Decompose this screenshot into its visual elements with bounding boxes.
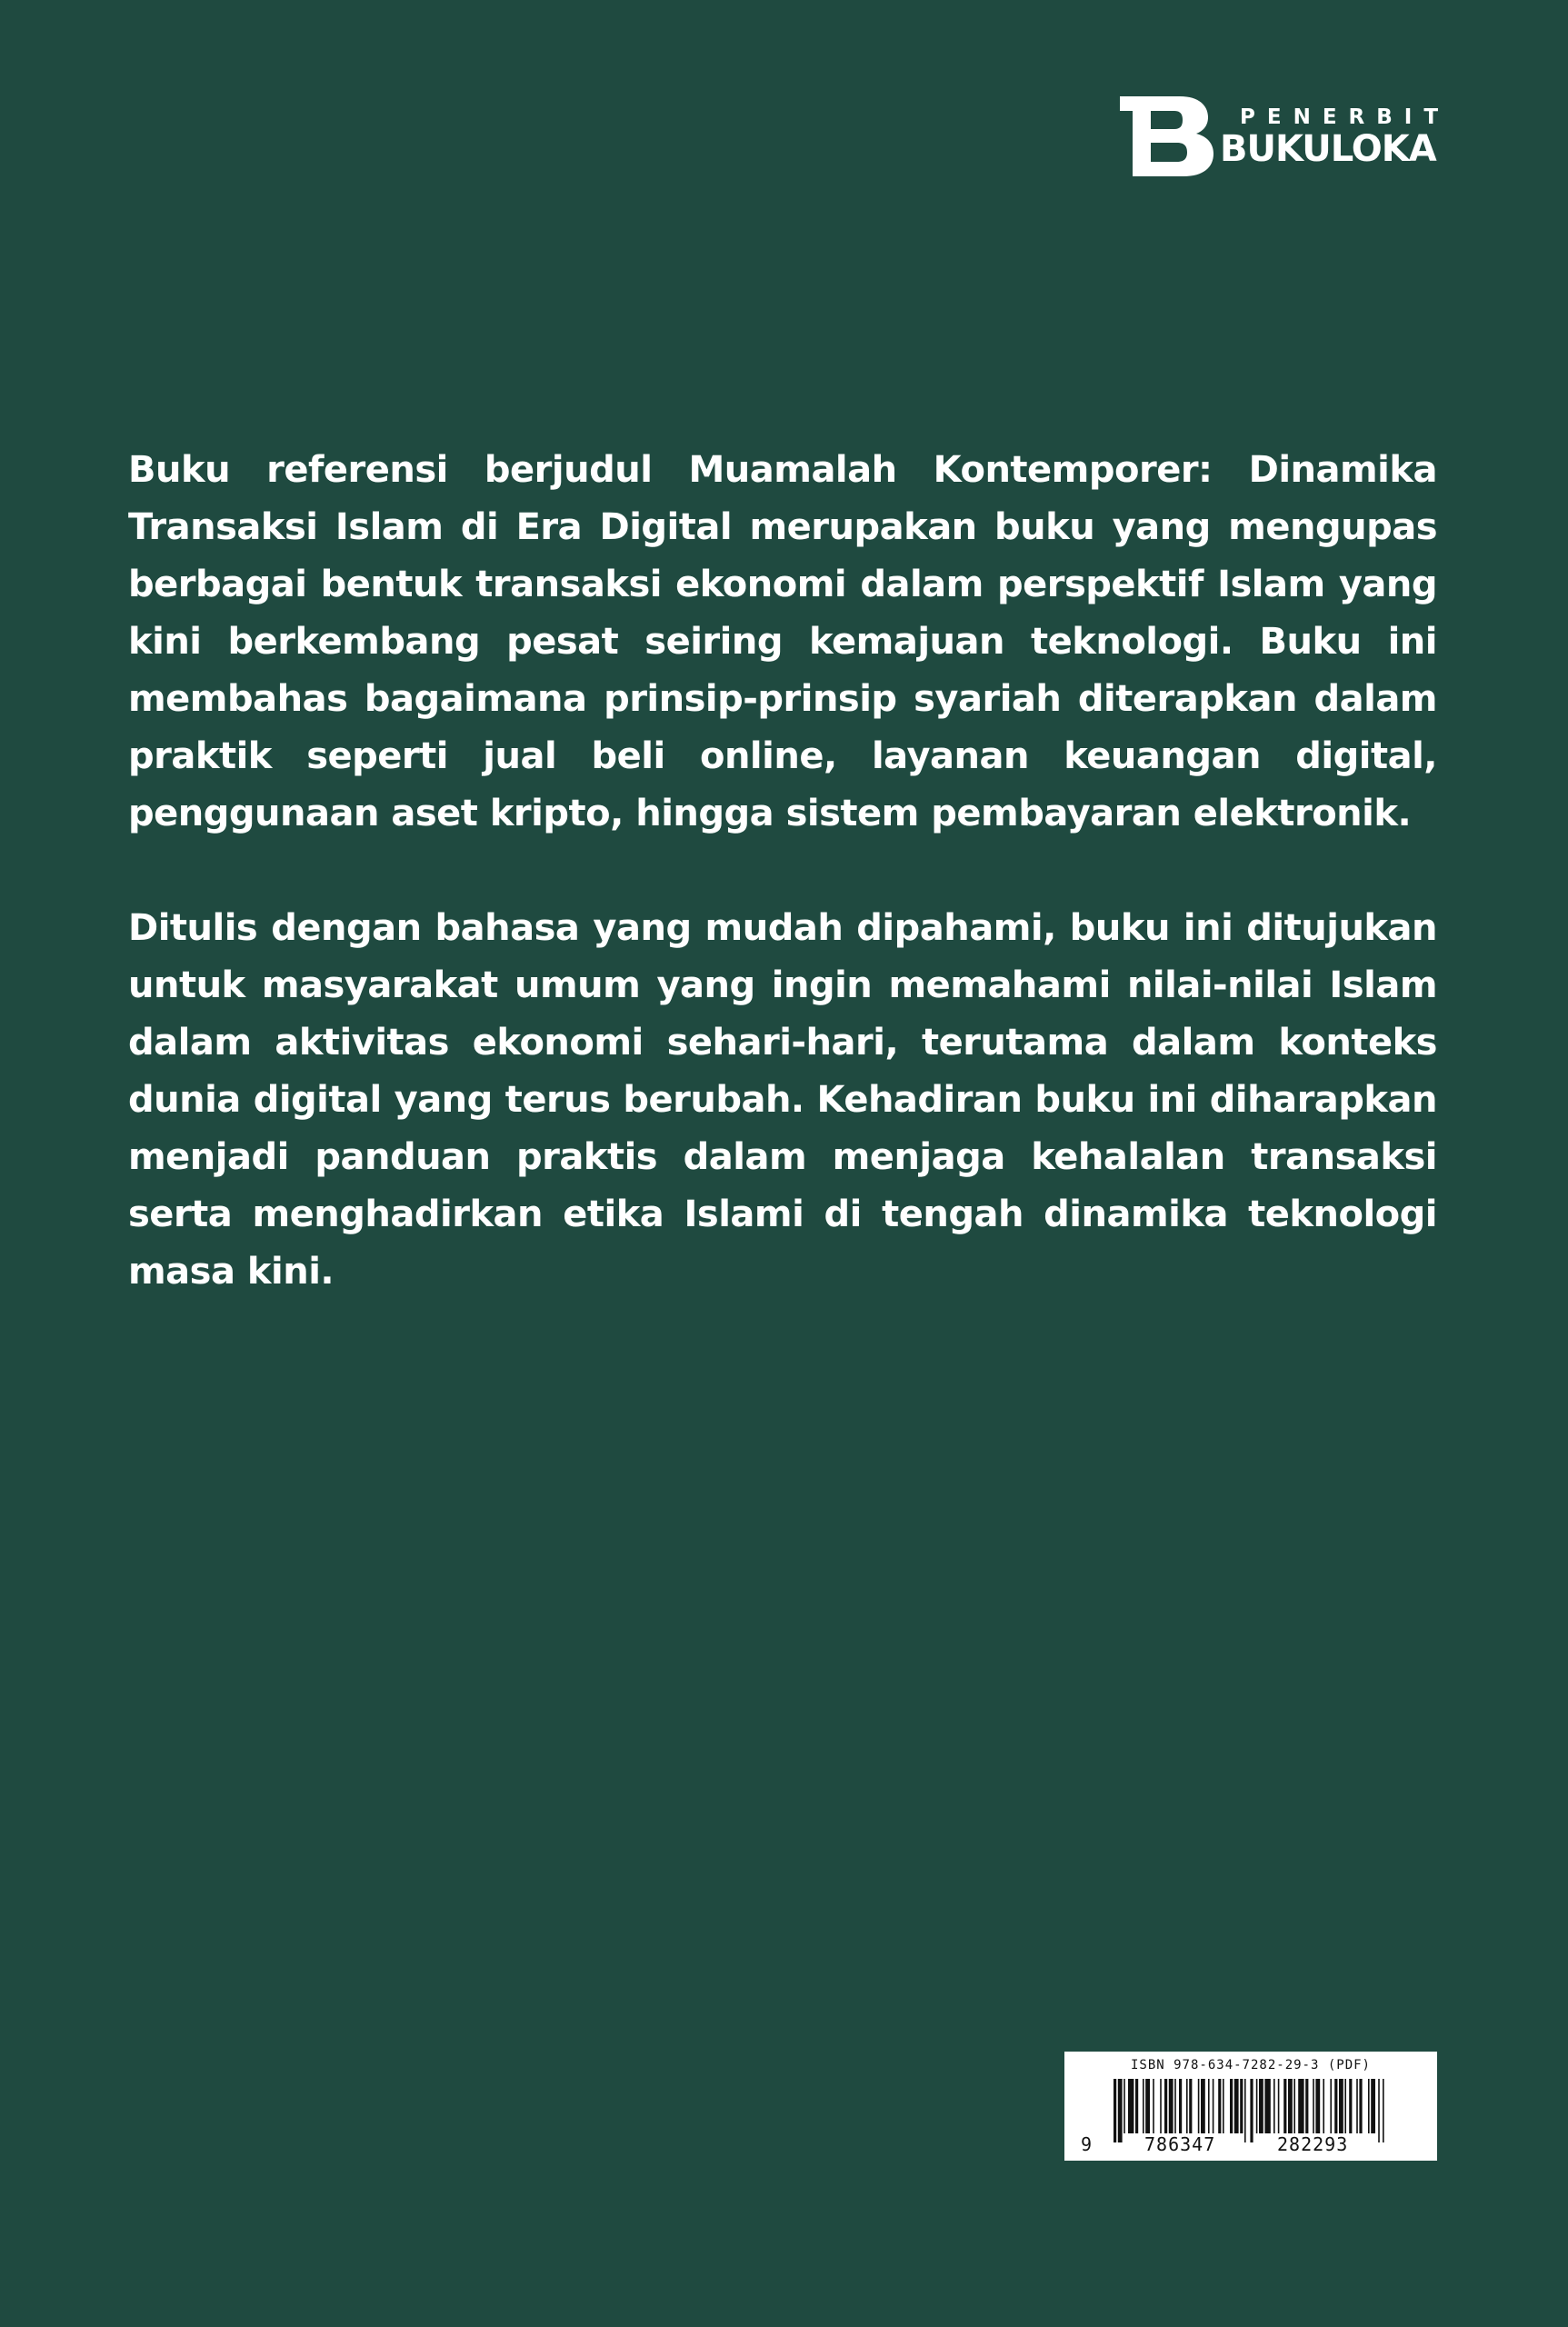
barcode-bar <box>1298 2079 1303 2133</box>
blurb-paragraph-1: Buku referensi berjudul Muamalah Kontemporer: Dinamika Transaksi Islam di Era Digital merupakan buku yang mengupas berbagai bentuk transaksi ekonomi dalam perspektif Islam yang kini berkembang pesat seiring kemajuan teknologi. Buku ini membahas bagaimana prinsip-prinsip syariah diterapkan dalam praktik seperti jual beli online, layanan keuangan digital, penggunaan aset kripto, hingga sistem pembayaran elektronik. <box>128 449 1437 834</box>
barcode-bar <box>1223 2079 1224 2133</box>
barcode-bar <box>1240 2079 1243 2133</box>
barcode-bar <box>1339 2079 1343 2133</box>
barcode-bar <box>1334 2079 1337 2133</box>
barcode-bar <box>1169 2079 1174 2133</box>
publisher-logo <box>1120 96 1451 176</box>
barcode-bar <box>1256 2079 1258 2133</box>
barcode-bar <box>1208 2079 1210 2133</box>
barcode-bar <box>1189 2079 1192 2133</box>
barcode-digits-left: 786347 <box>1144 2133 1216 2155</box>
barcode-bar <box>1378 2079 1380 2142</box>
barcode-bar <box>1114 2079 1116 2142</box>
book-blurb <box>128 442 1437 1301</box>
barcode-bar <box>1118 2079 1123 2142</box>
barcode-bar <box>1293 2079 1295 2133</box>
barcode-bar <box>1160 2079 1162 2133</box>
barcode-bar <box>1234 2079 1239 2133</box>
barcode-bar <box>1128 2079 1134 2133</box>
barcode-bar <box>1273 2079 1275 2133</box>
barcode-bar <box>1356 2079 1358 2133</box>
barcode-bar <box>1124 2079 1125 2133</box>
barcode-bar <box>1213 2079 1214 2133</box>
barcode-bar <box>1186 2079 1188 2133</box>
barcode-bar <box>1135 2079 1138 2133</box>
publisher-name: BUKULOKA <box>1220 128 1436 170</box>
barcode-bar <box>1371 2079 1375 2133</box>
barcode-bar <box>1259 2079 1263 2133</box>
barcode-bar <box>1383 2079 1384 2142</box>
barcode-digits-right: 282293 <box>1277 2133 1349 2155</box>
barcode-bar <box>1230 2079 1233 2133</box>
isbn-barcode <box>1064 2052 1437 2161</box>
barcode-bar <box>1198 2079 1200 2133</box>
barcode-bar <box>1359 2079 1362 2133</box>
barcode-bar <box>1145 2079 1150 2133</box>
barcode-bar <box>1315 2079 1320 2133</box>
publisher-label: PENERBIT <box>1240 105 1451 129</box>
barcode-bar <box>1288 2079 1293 2133</box>
bukuloka-b-mark <box>1120 96 1214 176</box>
barcode-bar <box>1313 2079 1314 2133</box>
barcode-bar <box>1349 2079 1352 2133</box>
isbn-number: ISBN 978-634-7282-29-3 (PDF) <box>1130 2058 1371 2072</box>
barcode-bar <box>1264 2079 1270 2133</box>
barcode-bar <box>1174 2079 1176 2133</box>
barcode-bar <box>1283 2079 1286 2133</box>
barcode-bar <box>1323 2079 1324 2133</box>
barcode-bar <box>1368 2079 1370 2133</box>
barcode-bar <box>1143 2079 1144 2133</box>
barcode-bar <box>1164 2079 1167 2133</box>
barcode-digit-first: 9 <box>1081 2133 1093 2155</box>
barcode-bar <box>1278 2079 1280 2133</box>
barcode-bar <box>1218 2079 1221 2133</box>
barcode-bar <box>1330 2079 1332 2133</box>
barcode-bar <box>1153 2079 1154 2133</box>
barcode-bar <box>1201 2079 1205 2133</box>
barcode-bar <box>1244 2079 1246 2142</box>
barcode-bar <box>1344 2079 1346 2133</box>
barcode-bar <box>1250 2079 1253 2142</box>
blurb-paragraph-2: Ditulis dengan bahasa yang mudah dipahami, buku ini ditujukan untuk masyarakat umum yang ingin memahami nilai-nilai Islam dalam aktivitas ekonomi sehari-hari, terutama dalam konteks dunia digital yang terus berubah. Kehadiran buku ini diharapkan menjadi panduan praktis dalam menjaga kehalalan transaksi serta menghadirkan etika Islami di tengah dinamika teknologi masa kini. <box>128 907 1437 1293</box>
barcode-bar <box>1179 2079 1182 2133</box>
barcode-bar <box>1305 2079 1308 2133</box>
